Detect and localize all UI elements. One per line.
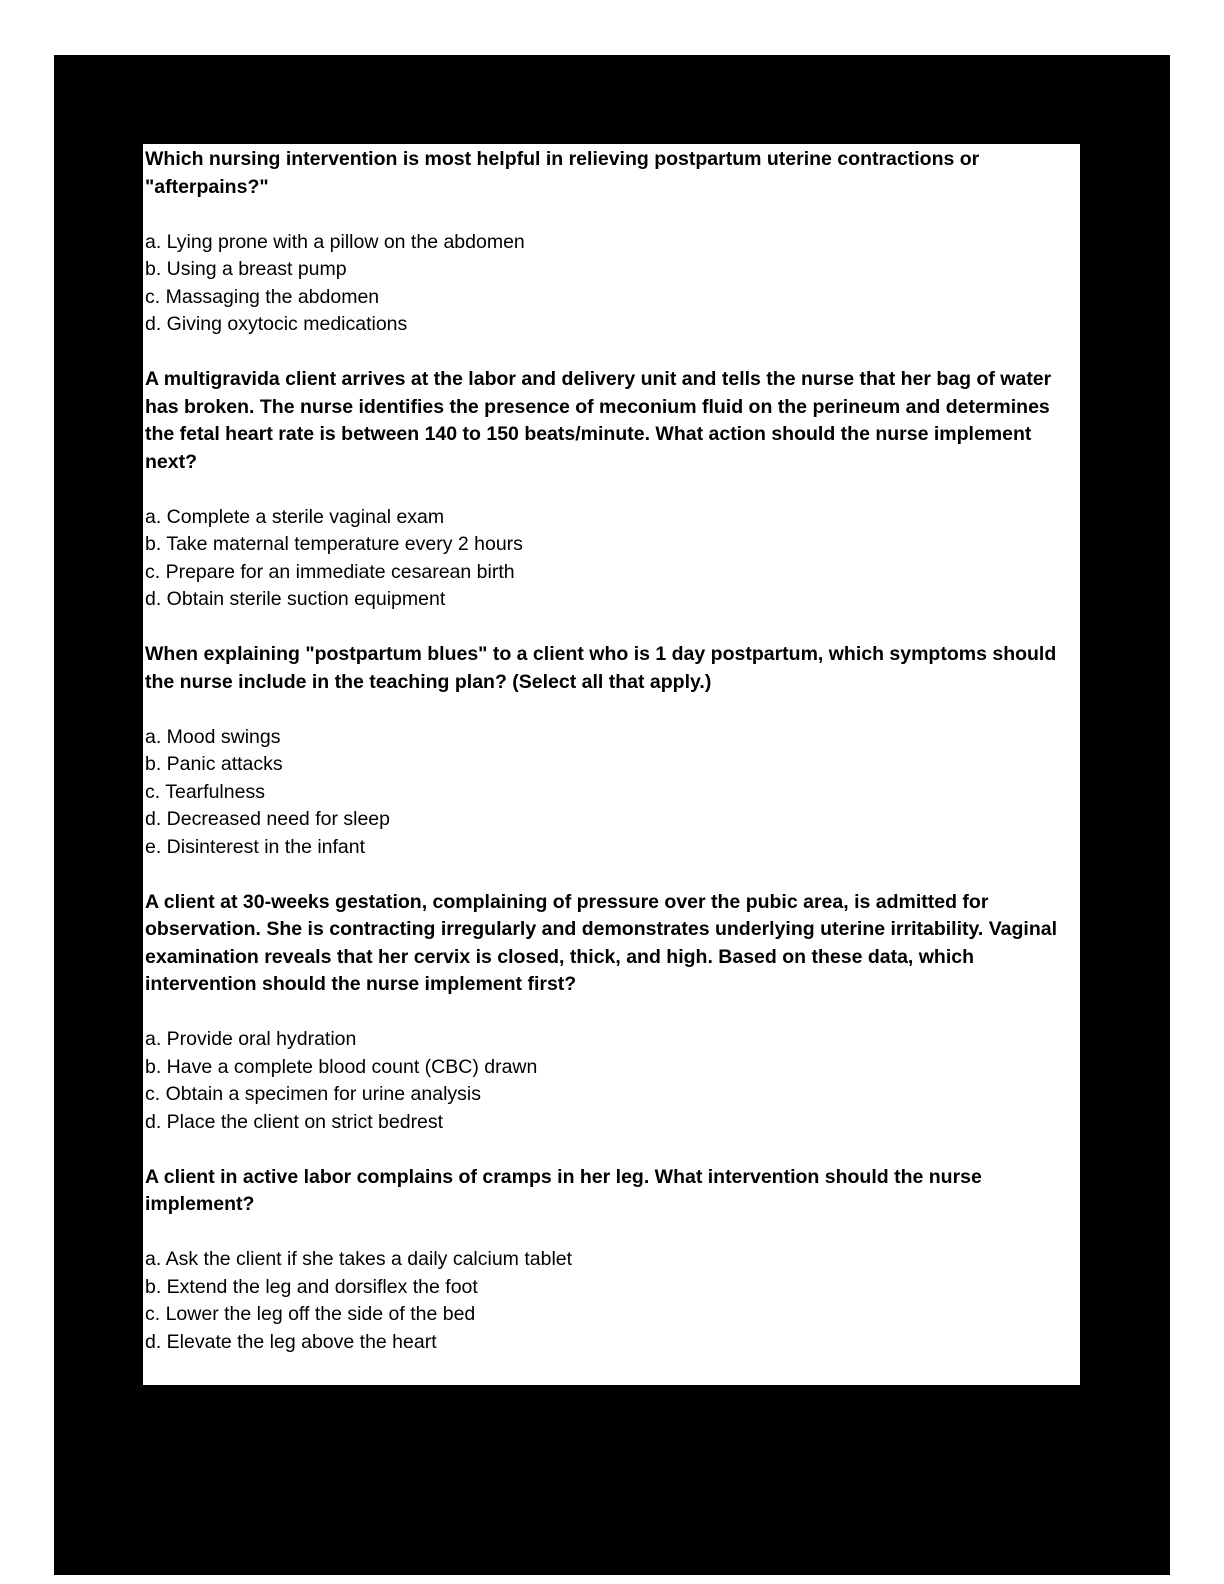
answer-option: e. Disinterest in the infant [145, 835, 366, 858]
answer-option: d. Giving oxytocic medications [145, 313, 408, 335]
question-block-5 [145, 1164, 1080, 1357]
question-block-4 [145, 889, 1080, 1137]
answer-option: b. Panic attacks [145, 753, 283, 775]
answer-option: d. Obtain sterile suction equipment [145, 588, 446, 610]
question-block-1 [145, 146, 1080, 339]
answer-option: c. Tearfulness [145, 780, 265, 803]
question-block-3 [145, 641, 1080, 861]
questions-list [145, 146, 1080, 1356]
answer-option: c. Lower the leg off the side of the bed [145, 1303, 476, 1325]
answer-option: a. Mood swings [145, 725, 281, 748]
answer-option: b. Take maternal temperature every 2 hours [145, 533, 523, 555]
answer-option: d. Elevate the leg above the heart [145, 1330, 437, 1353]
question-block-2 [145, 366, 1080, 614]
question-text: A multigravida client arrives at the labor and delivery unit and tells the nurse that her bag of water has broken. The nurse identifies the presence of meconium fluid on the perineum and determines the fetal heart rate is between 140 to 150 beats/minute. What action should the nurse implement next? [145, 368, 1052, 473]
black-mat [54, 55, 1170, 1575]
answer-option: c. Prepare for an immediate cesarean birth [145, 560, 515, 583]
answer-option: b. Extend the leg and dorsiflex the foot [145, 1275, 478, 1298]
answer-option: b. Have a complete blood count (CBC) drawn [145, 1055, 538, 1078]
question-sheet [143, 144, 1080, 1385]
answer-option: c. Obtain a specimen for urine analysis [145, 1083, 481, 1105]
answer-option: d. Place the client on strict bedrest [145, 1110, 444, 1133]
question-text: Which nursing intervention is most helpful in relieving postpartum uterine contractions or "afterpains?" [145, 148, 980, 198]
question-text: When explaining "postpartum blues" to a client who is 1 day postpartum, which symptoms should the nurse include in the teaching plan? (Select all that apply.) [145, 643, 1057, 693]
question-text: A client at 30-weeks gestation, complaining of pressure over the pubic area, is admitted for observation. She is contracting irregularly and demonstrates underlying uterine irritability. Vaginal examination reveals that her cervix is closed, thick, and high. Based on these data, which intervention should the nurse implement first? [145, 890, 1058, 995]
answer-option: a. Lying prone with a pillow on the abdomen [145, 230, 525, 253]
answer-option: a. Provide oral hydration [145, 1028, 357, 1050]
answer-option: b. Using a breast pump [145, 258, 347, 280]
answer-option: a. Complete a sterile vaginal exam [145, 505, 445, 528]
answer-option: c. Massaging the abdomen [145, 285, 380, 308]
answer-option: d. Decreased need for sleep [145, 808, 390, 830]
answer-option: a. Ask the client if she takes a daily calcium tablet [145, 1248, 573, 1270]
question-text: A client in active labor complains of cramps in her leg. What intervention should the nurse implement? [145, 1165, 982, 1215]
